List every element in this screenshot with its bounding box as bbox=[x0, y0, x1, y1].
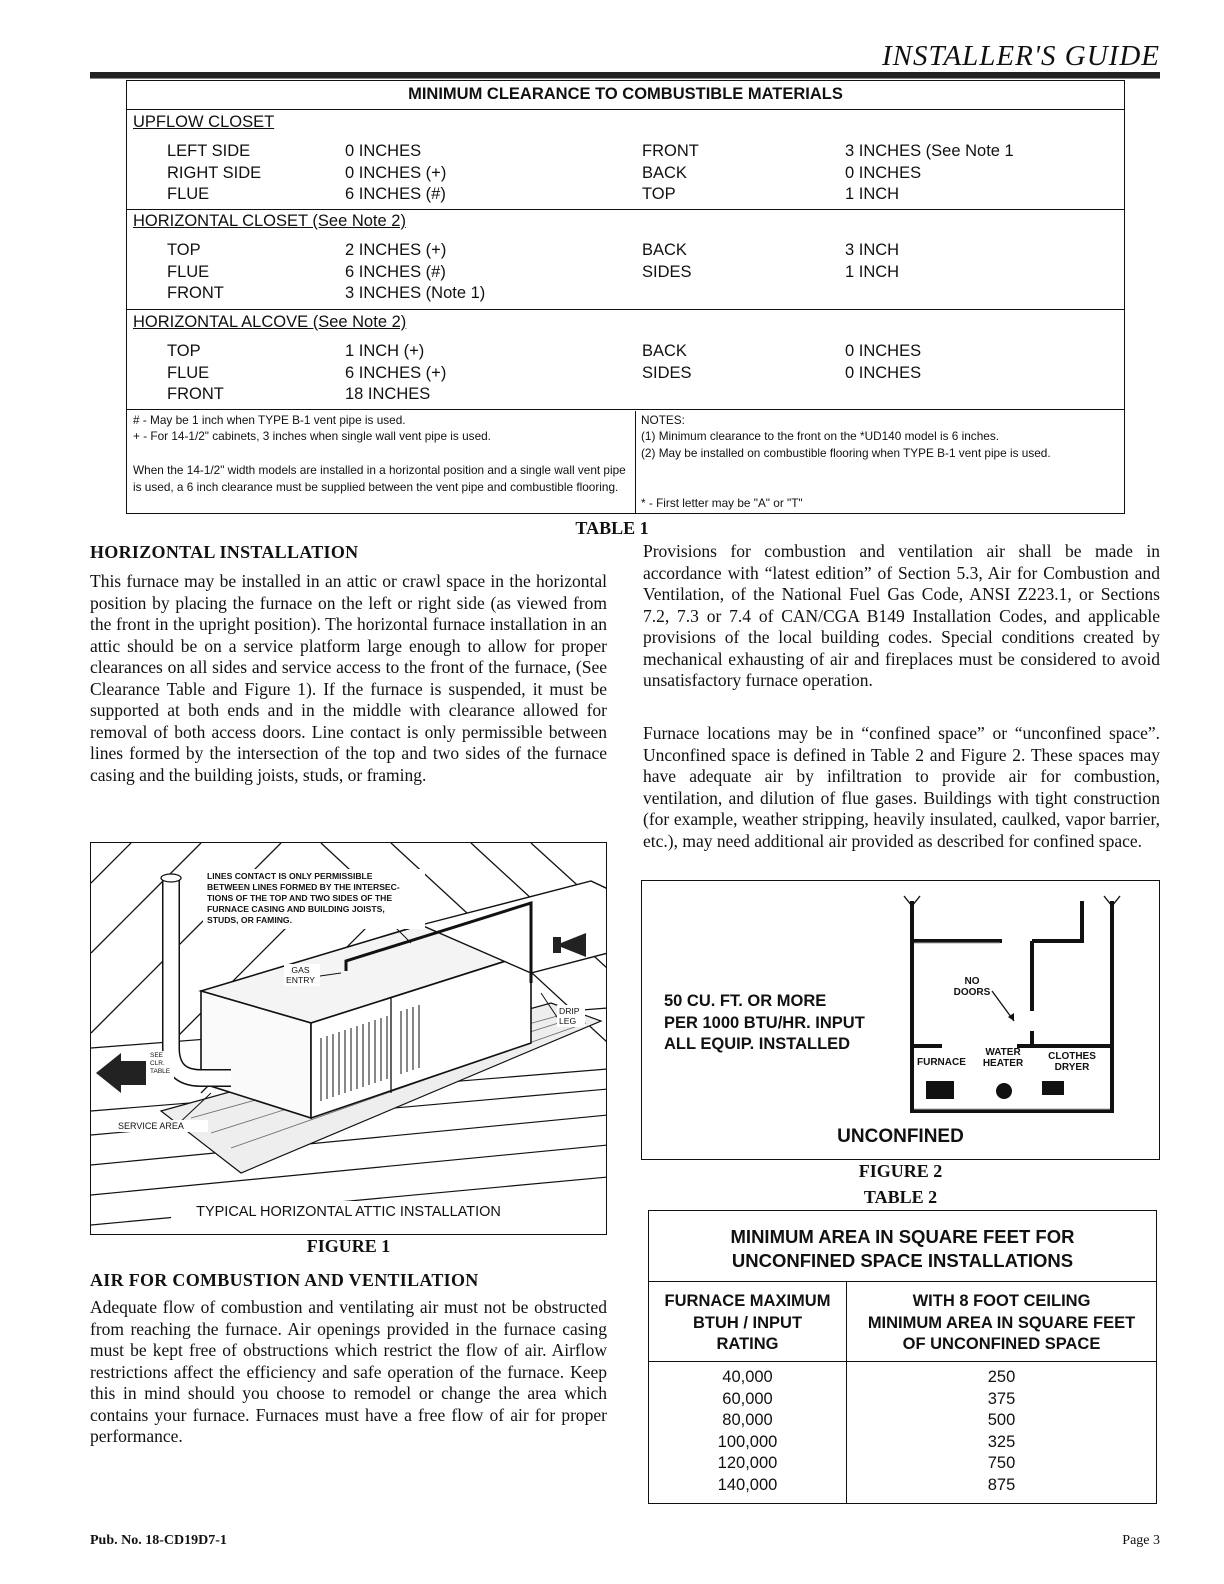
clearance-table-title: MINIMUM CLEARANCE TO COMBUSTIBLE MATERIALS bbox=[408, 85, 843, 103]
volume-requirement-label: 50 CU. FT. OR MORE PER 1000 BTU/HR. INPUT ALL EQUIP. INSTALLED bbox=[664, 992, 865, 1053]
notes-heading: NOTES: bbox=[641, 413, 685, 427]
min-area-column bbox=[847, 1367, 1156, 1496]
table-cell-area: 875 bbox=[987, 1475, 1016, 1494]
figure2-unconfined-space bbox=[641, 880, 1160, 1160]
alcove-left-names: TOP FLUE FRONT bbox=[167, 342, 224, 403]
note-1: (1) Minimum clearance to the front on the *UD140 model is 6 inches. bbox=[641, 429, 1000, 443]
water-heater-label: WATER HEATER bbox=[982, 1047, 1024, 1069]
btuh-rating-column bbox=[649, 1367, 846, 1496]
figure2-caption: FIGURE 2 bbox=[858, 1161, 943, 1181]
min-area-header: WITH 8 FOOT CEILING MINIMUM AREA IN SQUARE FEET OF UNCONFINED SPACE bbox=[867, 1292, 1136, 1353]
unconfined-area-table-title: MINIMUM AREA IN SQUARE FEET FOR UNCONFINED SPACE INSTALLATIONS bbox=[730, 1226, 1075, 1271]
air-combustion-heading: AIR FOR COMBUSTION AND VENTILATION bbox=[90, 1270, 479, 1290]
see-clearance-table-label: SEE CLR. TABLE bbox=[150, 1052, 171, 1075]
contact-lines-callout: LINES CONTACT IS ONLY PERMISSIBLE BETWEEN LINES FORMED BY THE INTERSEC- TIONS OF THE TOP AND TWO SIDES OF THE FURNACE CASING AND BUILDING JOISTS, STUDS, OR FAMING. bbox=[207, 871, 400, 925]
closet-right-values: 3 INCH 1 INCH bbox=[845, 241, 900, 281]
btuh-rating-header: FURNACE MAXIMUM BTUH / INPUT RATING bbox=[664, 1292, 831, 1353]
alcove-right-values: 0 INCHES 0 INCHES bbox=[845, 342, 922, 382]
table-cell-rating: 100,000 bbox=[717, 1432, 778, 1451]
section-label-horizontal-closet: HORIZONTAL CLOSET (See Note 2) bbox=[133, 212, 406, 230]
clearance-table bbox=[126, 80, 1125, 514]
furnace-label: FURNACE bbox=[917, 1057, 966, 1068]
note-hash: # - May be 1 inch when TYPE B-1 vent pipe is used. bbox=[133, 413, 406, 427]
guide-title: INSTALLER'S GUIDE bbox=[881, 40, 1160, 72]
drip-leg-label: DRIP LEG bbox=[559, 1006, 580, 1026]
horizontal-installation-heading: HORIZONTAL INSTALLATION bbox=[90, 542, 359, 562]
note-first-letter: * - First letter may be "A" or "T" bbox=[641, 496, 803, 510]
table1-caption: TABLE 1 bbox=[575, 518, 649, 538]
table2-caption: TABLE 2 bbox=[863, 1187, 938, 1207]
upflow-right-names: FRONT BACK TOP bbox=[642, 142, 699, 203]
section-label-upflow-closet: UPFLOW CLOSET bbox=[133, 113, 275, 131]
publication-number: Pub. No. 18-CD19D7-1 bbox=[90, 1533, 227, 1548]
page-number: Page 3 bbox=[1122, 1533, 1160, 1548]
closet-left-values: 2 INCHES (+) 6 INCHES (#) 3 INCHES (Note 1) bbox=[345, 241, 486, 302]
upflow-left-names: LEFT SIDE RIGHT SIDE FLUE bbox=[167, 142, 262, 203]
table-cell-rating: 40,000 bbox=[722, 1368, 773, 1386]
note-width-models: When the 14-1/2" width models are installed in a horizontal position and a single wall vent pipe is used, a 6 inch clearance must be supplied between the vent pipe and combustible flooring. bbox=[133, 463, 626, 494]
table-cell-area: 375 bbox=[987, 1389, 1016, 1408]
row-divider bbox=[127, 109, 1124, 110]
section-label-horizontal-alcove: HORIZONTAL ALCOVE (See Note 2) bbox=[133, 313, 407, 331]
table-cell-area: 750 bbox=[987, 1454, 1016, 1472]
row-divider bbox=[127, 209, 1124, 210]
table-cell-rating: 120,000 bbox=[717, 1454, 778, 1472]
figure1-attic-installation bbox=[90, 842, 607, 1235]
service-area-label: SERVICE AREA bbox=[118, 1121, 184, 1131]
alcove-right-names: BACK SIDES bbox=[642, 342, 692, 382]
upflow-left-values: 0 INCHES 0 INCHES (+) 6 INCHES (#) bbox=[345, 142, 447, 203]
row-divider bbox=[649, 1361, 1156, 1362]
table-cell-rating: 140,000 bbox=[717, 1475, 778, 1494]
notes-divider bbox=[635, 411, 636, 513]
figure1-inner-caption: TYPICAL HORIZONTAL ATTIC INSTALLATION bbox=[196, 1204, 501, 1220]
no-doors-label: NO DOORS bbox=[953, 976, 991, 998]
unconfined-area-table bbox=[648, 1210, 1157, 1504]
note-2: (2) May be installed on combustible flooring when TYPE B-1 vent pipe is used. bbox=[641, 446, 1051, 460]
unconfined-title: UNCONFINED bbox=[837, 1126, 964, 1147]
furnace-locations-paragraph: Furnace locations may be in “confined space” or “unconfined space”. Unconfined space is defined in Table 2 and Figure 2. These spaces may have adequate air by infiltration to provide air for combustion, ventilation, and dilution of flue gases. Buildings with tight construction (for example, weather stripping, heavily insulated, caulked, vapor barrier, etc.), may need additional air provided as described for confined space. bbox=[643, 723, 1160, 851]
row-divider bbox=[127, 309, 1124, 310]
clothes-dryer-label: CLOTHES DRYER bbox=[1048, 1051, 1096, 1073]
table-cell-area: 325 bbox=[987, 1432, 1016, 1451]
combustion-provisions-paragraph: Provisions for combustion and ventilation air shall be made in accordance with “latest edition” of Section 5.3, Air for Combustion and Ventilation, of the National Fuel Gas Code, ANSI Z223.1, or Sections 7.2, 7.3 or 7.4 of CAN/CGA B149 Installation Codes, and applicable provisions of the local building codes. Special conditions created by mechanical exhausting of air and fireplaces must be considered to avoid unsatisfactory furnace operation. bbox=[643, 541, 1160, 690]
table-cell-area: 500 bbox=[987, 1411, 1016, 1429]
note-plus: + - For 14-1/2" cabinets, 3 inches when single wall vent pipe is used. bbox=[133, 429, 491, 443]
figure1-caption: FIGURE 1 bbox=[306, 1236, 391, 1256]
closet-right-names: BACK SIDES bbox=[642, 241, 692, 281]
row-divider bbox=[649, 1281, 1156, 1282]
row-divider bbox=[127, 409, 1124, 410]
alcove-left-values: 1 INCH (+) 6 INCHES (+) 18 INCHES bbox=[345, 342, 447, 403]
gas-entry-label: GAS ENTRY bbox=[286, 965, 315, 985]
header-rule bbox=[90, 72, 1160, 79]
table-cell-rating: 60,000 bbox=[722, 1389, 773, 1408]
horizontal-installation-body: This furnace may be installed in an attic or crawl space in the horizontal position by placing the furnace on the left or right side (as viewed from the front in the upright position). The horizontal furnace installation in an attic should be on a service platform large enough to allow for proper clearances on all sides and service access to the front of the furnace, (See Clearance Table and Figure 1). If the furnace is suspended, it must be supported at both ends and in the middle with clearance allowed for removal of both access doors. Line contact is only permissible between lines formed by the intersection of the top and two sides of the furnace casing and the building joists, studs, or framing. bbox=[90, 571, 607, 785]
table-cell-rating: 80,000 bbox=[722, 1411, 773, 1429]
table-cell-area: 250 bbox=[987, 1368, 1016, 1386]
air-combustion-body: Adequate flow of combustion and ventilating air must not be obstructed from reaching the furnace. Air openings provided in the furnace casing must be kept free of obstructions which restrict the flow of air. Airflow restrictions affect the efficiency and safe operation of the furnace. Keep this in mind should you choose to remodel or change the area which contains your furnace. Furnaces must have a free flow of air for proper performance. bbox=[90, 1297, 607, 1446]
closet-left-names: TOP FLUE FRONT bbox=[167, 241, 224, 302]
upflow-right-values: 3 INCHES (See Note 1 0 INCHES 1 INCH bbox=[845, 142, 1014, 203]
